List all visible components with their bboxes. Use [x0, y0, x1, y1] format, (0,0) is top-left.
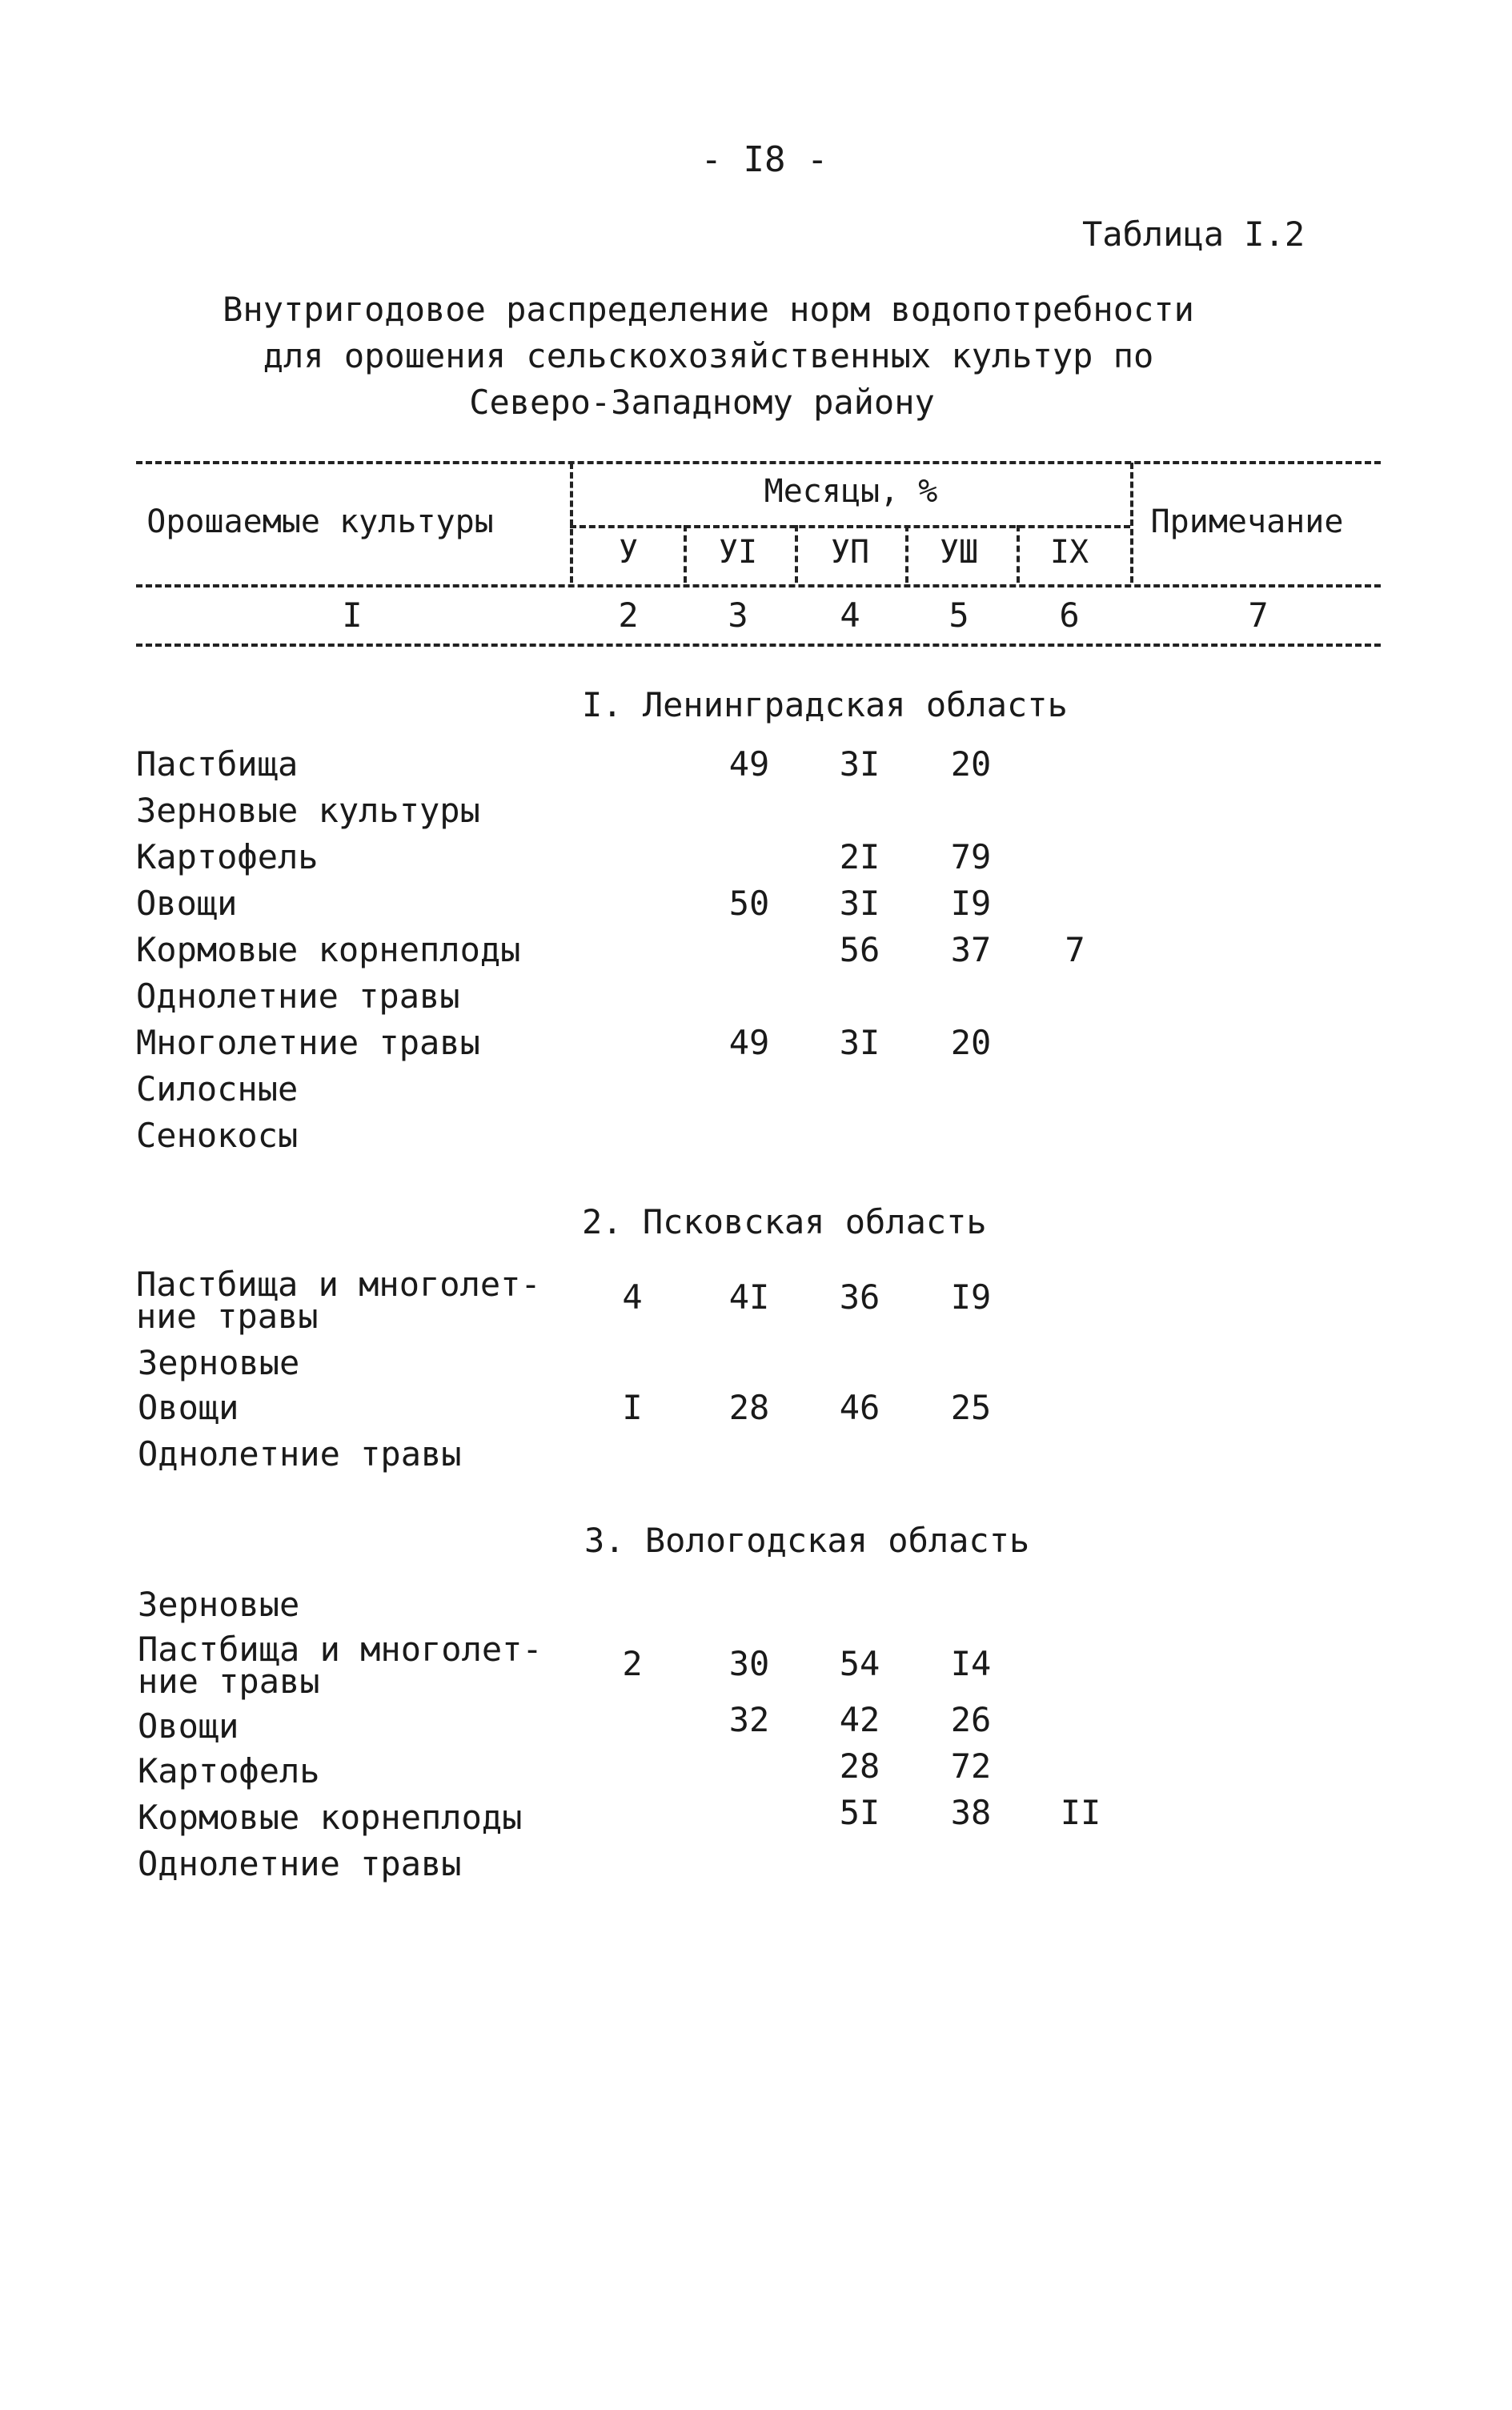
months-subrule: [570, 525, 1130, 528]
cell-value: 32: [728, 1700, 770, 1739]
cell-value: 5I: [839, 1793, 880, 1832]
cell-value: 3I: [839, 1023, 880, 1062]
col-divider-right: [1130, 463, 1133, 583]
cell-value: 26: [950, 1700, 992, 1739]
table-label: Таблица I.2: [1082, 215, 1305, 254]
header-bottom-rule: [136, 584, 1381, 587]
numbering-rule: [136, 644, 1381, 647]
row-label: Пастбища и многолет-: [136, 1265, 541, 1304]
cell-value: 30: [728, 1644, 770, 1683]
cell-value: 50: [728, 884, 770, 923]
col-number-5: 5: [949, 595, 969, 635]
row-label: Овощи: [138, 1388, 239, 1427]
title-line-2: для орошения сельскохозяйственных культур по: [263, 336, 1154, 375]
cell-value: 49: [728, 744, 770, 784]
month-june: УI: [718, 534, 758, 571]
cell-value: 25: [950, 1388, 992, 1427]
cell-value: II: [1060, 1793, 1101, 1832]
cell-value: 79: [950, 837, 992, 876]
cell-value: 28: [728, 1388, 770, 1427]
cell-value: 7: [1065, 930, 1085, 969]
title-line-1: Внутригодовое распределение норм водопотребности: [223, 290, 1194, 329]
cell-value: I9: [950, 1277, 992, 1317]
cell-value: 28: [839, 1746, 880, 1786]
page-number: - I8 -: [700, 139, 828, 180]
section-title-leningrad: I. Ленинградская область: [582, 685, 1068, 724]
col-number-1: I: [342, 595, 363, 635]
header-note: Примечание: [1150, 503, 1344, 540]
cell-value: 4I: [728, 1277, 770, 1317]
row-label: Зерновые: [138, 1343, 300, 1382]
cell-value: 4: [622, 1277, 643, 1317]
cell-value: 42: [839, 1700, 880, 1739]
row-label: Сенокосы: [136, 1116, 299, 1155]
row-label: Овощи: [138, 1706, 239, 1746]
cell-value: 20: [950, 1023, 992, 1062]
cell-value: I: [622, 1388, 643, 1427]
cell-value: 20: [950, 744, 992, 784]
month-divider-3: [905, 525, 908, 583]
cell-value: 56: [839, 930, 880, 969]
cell-value: 46: [839, 1388, 880, 1427]
cell-value: 2: [622, 1644, 643, 1683]
month-divider-4: [1017, 525, 1020, 583]
title-line-3: Северо-Западному району: [469, 383, 935, 422]
row-label: Картофель: [138, 1751, 320, 1790]
col-number-6: 6: [1059, 595, 1080, 635]
month-august: УШ: [939, 534, 979, 571]
row-label: Кормовые корнеплоды: [138, 1798, 523, 1837]
month-may: У: [618, 534, 639, 571]
row-label: Многолетние травы: [136, 1023, 480, 1062]
row-label: Картофель: [136, 837, 319, 876]
row-label: Пастбища и многолет-: [138, 1630, 543, 1669]
cell-value: 3I: [839, 884, 880, 923]
cell-value: 2I: [839, 837, 880, 876]
col-number-7: 7: [1248, 595, 1269, 635]
row-label: Однолетние травы: [138, 1434, 462, 1474]
row-label-continued: ние травы: [138, 1662, 320, 1701]
row-label: Пастбища: [136, 744, 299, 784]
cell-value: 38: [950, 1793, 992, 1832]
header-months: Месяцы, %: [764, 473, 938, 510]
cell-value: I4: [950, 1644, 992, 1683]
row-label: Силосные: [136, 1069, 299, 1109]
col-number-2: 2: [618, 595, 639, 635]
row-label: Овощи: [136, 884, 238, 923]
row-label: Зерновые: [138, 1585, 300, 1624]
header-top-rule: [136, 461, 1381, 464]
month-july: УП: [830, 534, 870, 571]
col-divider-left: [570, 463, 573, 583]
cell-value: 37: [950, 930, 992, 969]
month-divider-1: [684, 525, 687, 583]
row-label-continued: ние травы: [136, 1297, 319, 1336]
col-number-3: 3: [728, 595, 748, 635]
cell-value: 49: [728, 1023, 770, 1062]
cell-value: 3I: [839, 744, 880, 784]
cell-value: I9: [950, 884, 992, 923]
row-label: Кормовые корнеплоды: [136, 930, 521, 969]
month-september: IX: [1049, 534, 1089, 571]
section-title-vologda: 3. Вологодская область: [584, 1521, 1030, 1560]
row-label: Однолетние травы: [138, 1844, 462, 1883]
month-divider-2: [795, 525, 798, 583]
section-title-pskov: 2. Псковская область: [582, 1202, 987, 1241]
cell-value: 54: [839, 1644, 880, 1683]
cell-value: 72: [950, 1746, 992, 1786]
cell-value: 36: [839, 1277, 880, 1317]
header-crops: Орошаемые культуры: [146, 503, 494, 540]
col-number-4: 4: [840, 595, 860, 635]
row-label: Однолетние травы: [136, 976, 460, 1016]
row-label: Зерновые культуры: [136, 791, 480, 830]
